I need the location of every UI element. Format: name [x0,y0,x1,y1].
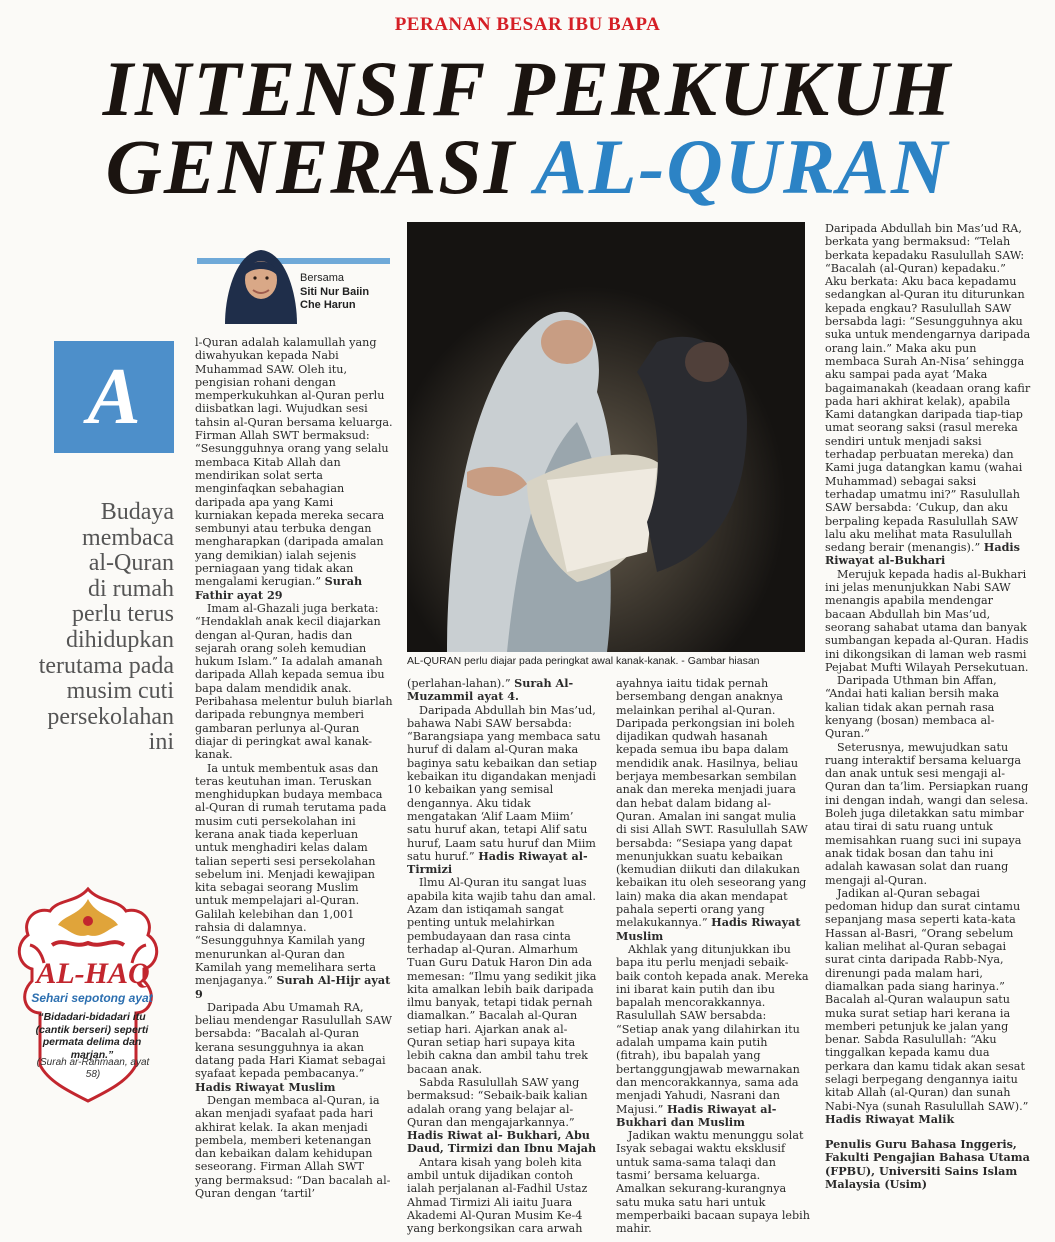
headline-line2-black: GENERASI [105,123,535,210]
article-photo [407,222,805,652]
pull-line: terutama pada [38,652,174,679]
paragraph-text: Daripada Abdullah bin Mas’ud, bahawa Nabi SAW bersabda: “Barangsiapa yang membaca satu huruf di dalam al-Quran maka baginya satu kebaikan dan setiap kebaikan itu digandakan menjadi 10 kebaikan yang semisal dengannya. Aku tidak mengatakan ‘Alif Laam Miim’ satu huruf akan, tetapi Alif satu huruf, Laam satu huruf dan Miim satu huruf.” [407,703,601,863]
paragraph: Jadikan waktu menunggu solat Isyak sebagai waktu eksklusif untuk sama-sama talaqi dan tasmi’ bersama keluarga. Amalkan sekurang-kurangnya satu muka satu hari untuk memperbaiki bacaan supaya lebih mahir. [616,1129,810,1236]
paragraph [407,1076,601,1156]
paragraph-text: Daripada Abdullah bin Mas’ud RA, berkata yang bermaksud: “Telah berkata kepadaku Rasulullah SAW: “Bacalah (al-Quran) kepadaku.” Aku berkata: Aku baca kepadamu sedangkan al-Quran itu diturunkan kepada engkau? Rasulullah SAW bersabda lagi: “Sesungguhnya aku suka untuk mendengarnya daripada orang lain.” Maka aku pun membaca Surah An-Nisa’ sehingga aku sampai pada ayat ‘Maka bagaimanakah (keadaan orang kafir pada hari akhirat kelak), apabila Kami datangkan daripada tiap-tiap umat seorang saksi (rasul mereka sendiri untuk menjadi saksi terhadap perbuatan mereka) dan Kami juga datangkan kamu (wahai Muhammad) sebagai saksi terhadap umatmu ini?” Rasulullah SAW bersabda: ‘Cukup, dan aku berpaling kepada Rasulullah SAW lalu aku melihat mata Rasulullah sedang berair (menangis).” [825,222,1031,555]
author-name-2: Che Harun [300,299,356,311]
paragraph [825,887,1031,1126]
paragraph-text: (perlahan-lahan).” [407,677,511,690]
alhaq-reference: (Surah ar-Rahmaan, ayat 58) [36,1057,150,1080]
paragraph-text: Sabda Rasulullah SAW yang bermaksud: “Sebaik-baik kalian adalah orang yang belajar al-Quran dan mengajarkannya.” [407,1075,588,1129]
paragraph: Seterusnya, mewujudkan satu ruang interaktif bersama keluarga dan anak untuk sesi mengaji al-Quran dan ta’lim. Persiapkan ruang ini dengan indah, wangi dan selesa. Boleh juga diletakkan satu mimbar atau tirai di satu ruang untuk memisahkan ruang suci ini supaya anak tidak bosan dan tahu ini adalah kawasan solat dan ruang mengaji al-Quran. [825,740,1029,887]
paragraph [407,704,601,877]
article-column-4 [825,222,1031,1191]
headline-line2-blue: AL-QURAN [534,123,950,210]
paragraph-text: Akhlak yang ditunjukkan ibu bapa itu perlu menjadi sebaik-baik contoh kepada anak. Mereka ini ibarat kain putih dan ibu bapalah mencorakkannya. Rasulullah SAW bersabda: “Setiap anak yang dilahirkan itu adalah umpama kain putih (fitrah), ibu bapalah yang bertanggungjawab mewarnakan dan mencorakkannya, sama ada menjadi Yahudi, Nasrani dan Majusi.” [616,942,809,1116]
paragraph [195,336,393,602]
pull-line: ini [148,729,174,756]
paragraph: Ilmu Al-Quran itu sangat luas apabila kita wajib tahu dan amal. Azam dan istiqamah sangat penting untuk melahirkan pembudayaan dan rasa cinta terhadap al-Quran. Almarhum Tuan Guru Datuk Haron Din ada memesan: “Ilmu yang sedikit jika kita amalkan lebih baik daripada ilmu banyak, tetapi tidak pernah diamalkan.” Bacalah al-Quran setiap hari. Ajarkan anak al-Quran setiap hari supaya kita lebih cakna dan ambil tahu trek bacaan anak. [407,876,597,1076]
alhaq-title: AL-HAQ [36,957,150,990]
pull-line: di rumah [88,575,174,602]
alhaq-subtitle: Sehari sepotong ayat [31,991,153,1005]
pull-line: musim cuti [66,678,174,705]
headline-line1: INTENSIF PERKUKUH [102,45,953,132]
dropcap-box: A [54,341,174,453]
pull-line: Budaya [100,499,174,525]
paragraph: Imam al-Ghazali juga berkata: “Hendaklah anak kecil diajarkan dengan al-Quran, hadis dan sejarah orang soleh kemudian hukum Islam.” Ia adalah amanah daripada Allah kepada semua ibu bapa dalam mendidik anak. Peribahasa melentur buluh biarlah daripada rebungnya memberi gambaran perlunya al-Quran diajar di peringkat awal kanak-kanak. [195,601,393,762]
citation: Hadis Riwayat Malik [825,1111,955,1126]
pull-line: persekolahan [47,703,174,730]
citation: Hadis Riwayat Muslim [195,1079,336,1094]
pull-line: dihidupkan [66,626,174,653]
pull-line: perlu terus [72,601,174,628]
paragraph-text: ayahnya iaitu tidak pernah bersembang dengan anaknya melainkan perihal al-Quran. Daripada perkongsian ini boleh dijadikan qudwah hasanah kepada semua ibu bapa dalam mendidik anak. Hasilnya, beliau berjaya membesarkan sembilan anak dan mereka menjadi juara dan hebat dalam bidang al-Quran. Amalan ini sangat mulia di sisi Allah SWT. Rasulullah SAW bersabda: “Sesiapa yang dapat menunjukkan suatu kebaikan (kemudian diikuti dan dilakukan kebaikan itu oleh seseorang yang lain) maka dia akan mendapat pahala seperti orang yang melakukannya.” [616,677,808,930]
author-bio: Penulis Guru Bahasa Inggeris, Fakulti Pengajian Bahasa Utama (FPBU), Universiti Sains Islam Malaysia (Usim) [825,1137,1030,1192]
citation: Surah Fathir ayat 29 [195,574,363,602]
paragraph [195,1001,393,1094]
citation: Hadis Riwayat al-Bukhari [825,540,1020,568]
citation: Surah Al-Hijr ayat 9 [195,973,391,1001]
paragraph: Dengan membaca al-Quran, ia akan menjadi syafaat pada hari akhirat kelak. Ia akan menjadi pembela, memberi ketenangan dan kebaikan dalam kehidupan seseorang. Firman Allah SWT yang bermaksud: “Dan bacalah al-Quran dengan ‘tartil’ [195,1093,391,1200]
citation: Hadis Riwayat Muslim [616,915,801,943]
kicker: PERANAN BESAR IBU BAPA [394,14,661,35]
paragraph: Daripada Uthman bin Affan, “Andai hati kalian bersih maka kalian tidak akan pernah rasa kenyang (bosan) membaca al-Quran.” [825,674,1000,741]
article-column-2 [407,677,601,1235]
pull-quote [0,500,174,756]
author-photo [215,236,303,324]
author-label: Bersama [300,272,345,284]
pull-line: al-Quran [88,550,174,577]
paragraph-text: Jadikan al-Quran sebagai pedoman hidup dan surat cintamu sepanjang masa seperti kata-kata Hassan al-Basri, “Orang sebelum kalian melihat al-Quran sebagai surat cinta daripada Rabb-Nya, direnungi pada malam hari, diamalkan pada siang harinya.” Bacalah al-Quran walaupun satu muka surat setiap hari kerana ia memberi petunjuk ke jalan yang benar. Sabda Rasulullah: “Aku tinggalkan kepada kamu dua perkara dan kamu tidak akan sesat selagi berpegang dengannya iaitu kitab Allah (al-Quran) dan sunah Nabi-Nya (sunah Rasulullah SAW).” [825,886,1029,1113]
paragraph [616,677,810,943]
paragraph [195,762,393,1001]
paragraph-text: l-Quran adalah kalamullah yang diwahyukan kepada Nabi Muhammad SAW. Oleh itu, pengisian rohani dengan memperkukuhkan al-Quran perlu diisbatkan lagi. Wujudkan sesi tahsin al-Quran bersama keluarga. Firman Allah SWT bermaksud: “Sesungguhnya orang yang selalu membaca Kitab Allah dan mendirikan solat serta menginfaqkan sebahagian daripada apa yang Kami kurniakan kepada mereka secara sembunyi atau terbuka dengan mengharapkan (daripada amalan yang demikian) ialah sejenis perniagaan yang tidak akan mengalami kerugian.” [195,336,393,589]
citation: Hadis Riwayat al-Tirmizi [407,848,588,877]
citation: Surah Al-Muzammil ayat 4. [407,676,574,704]
paragraph [616,943,810,1129]
pull-line: membaca [82,524,174,551]
article-column-3 [616,677,810,1235]
headline-line2 [0,123,1055,210]
paragraph: Merujuk kepada hadis al-Bukhari ini jelas menunjukkan Nabi SAW menangis apabila mendengar bacaan Abdullah bin Mas’ud, seorang sahabat utama dan banyak sumbangan kepada al-Quran. Hadis ini dikongsikan di laman web rasmi Pejabat Mufti Wilayah Persekutuan. [825,567,1029,674]
paragraph [407,677,601,704]
alhaq-quote: “Bidadari-bidadari itu (cantik berseri) seperti permata delima dan marjan.” [35,1011,149,1061]
article-column-1 [195,336,393,1200]
photo-illustration [407,222,805,652]
photo-caption: AL-QURAN perlu diajar pada peringkat awal kanak-kanak. - Gambar hiasan [407,655,760,667]
citation: Hadis Riwat al- Bukhari, Abu Daud, Tirmizi dan Ibnu Majah [407,1128,597,1156]
citation: Hadis Riwayat al-Bukhari dan Muslim [616,1101,777,1129]
paragraph [825,222,1031,568]
author-name-1: Siti Nur Baiin [300,286,370,298]
paragraph-text: Ia untuk membentuk asas dan teras keutuhan iman. Teruskan menghidupkan budaya membaca al-Quran di rumah terutama pada musim cuti persekolahan ini kerana anak tiada keperluan untuk menghadiri kelas dalam talian seperti sesi persekolahan sebelum ini. Menjadi kewajipan kita sebagai seorang Muslim untuk mempelajari al-Quran. Galilah kelebihan dan 1,001 rahsia di dalamnya. “Sesungguhnya Kamilah yang menurunkan al-Quran dan Kamilah yang memelihara serta menjaganya.” [195,761,387,988]
paragraph-text: Daripada Abu Umamah RA, beliau mendengar Rasulullah SAW bersabda: “Bacalah al-Quran kerana sesungguhnya ia akan datang pada Hari Kiamat sebagai syafaat kepada pembacanya.” [195,1000,392,1081]
paragraph: Antara kisah yang boleh kita ambil untuk dijadikan contoh ialah perjalanan al-Fadhil Ustaz Ahmad Tirmizi Ali iaitu Juara Akademi Al-Quran Musim Ke-4 yang berkongsikan cara arwah [407,1155,588,1236]
